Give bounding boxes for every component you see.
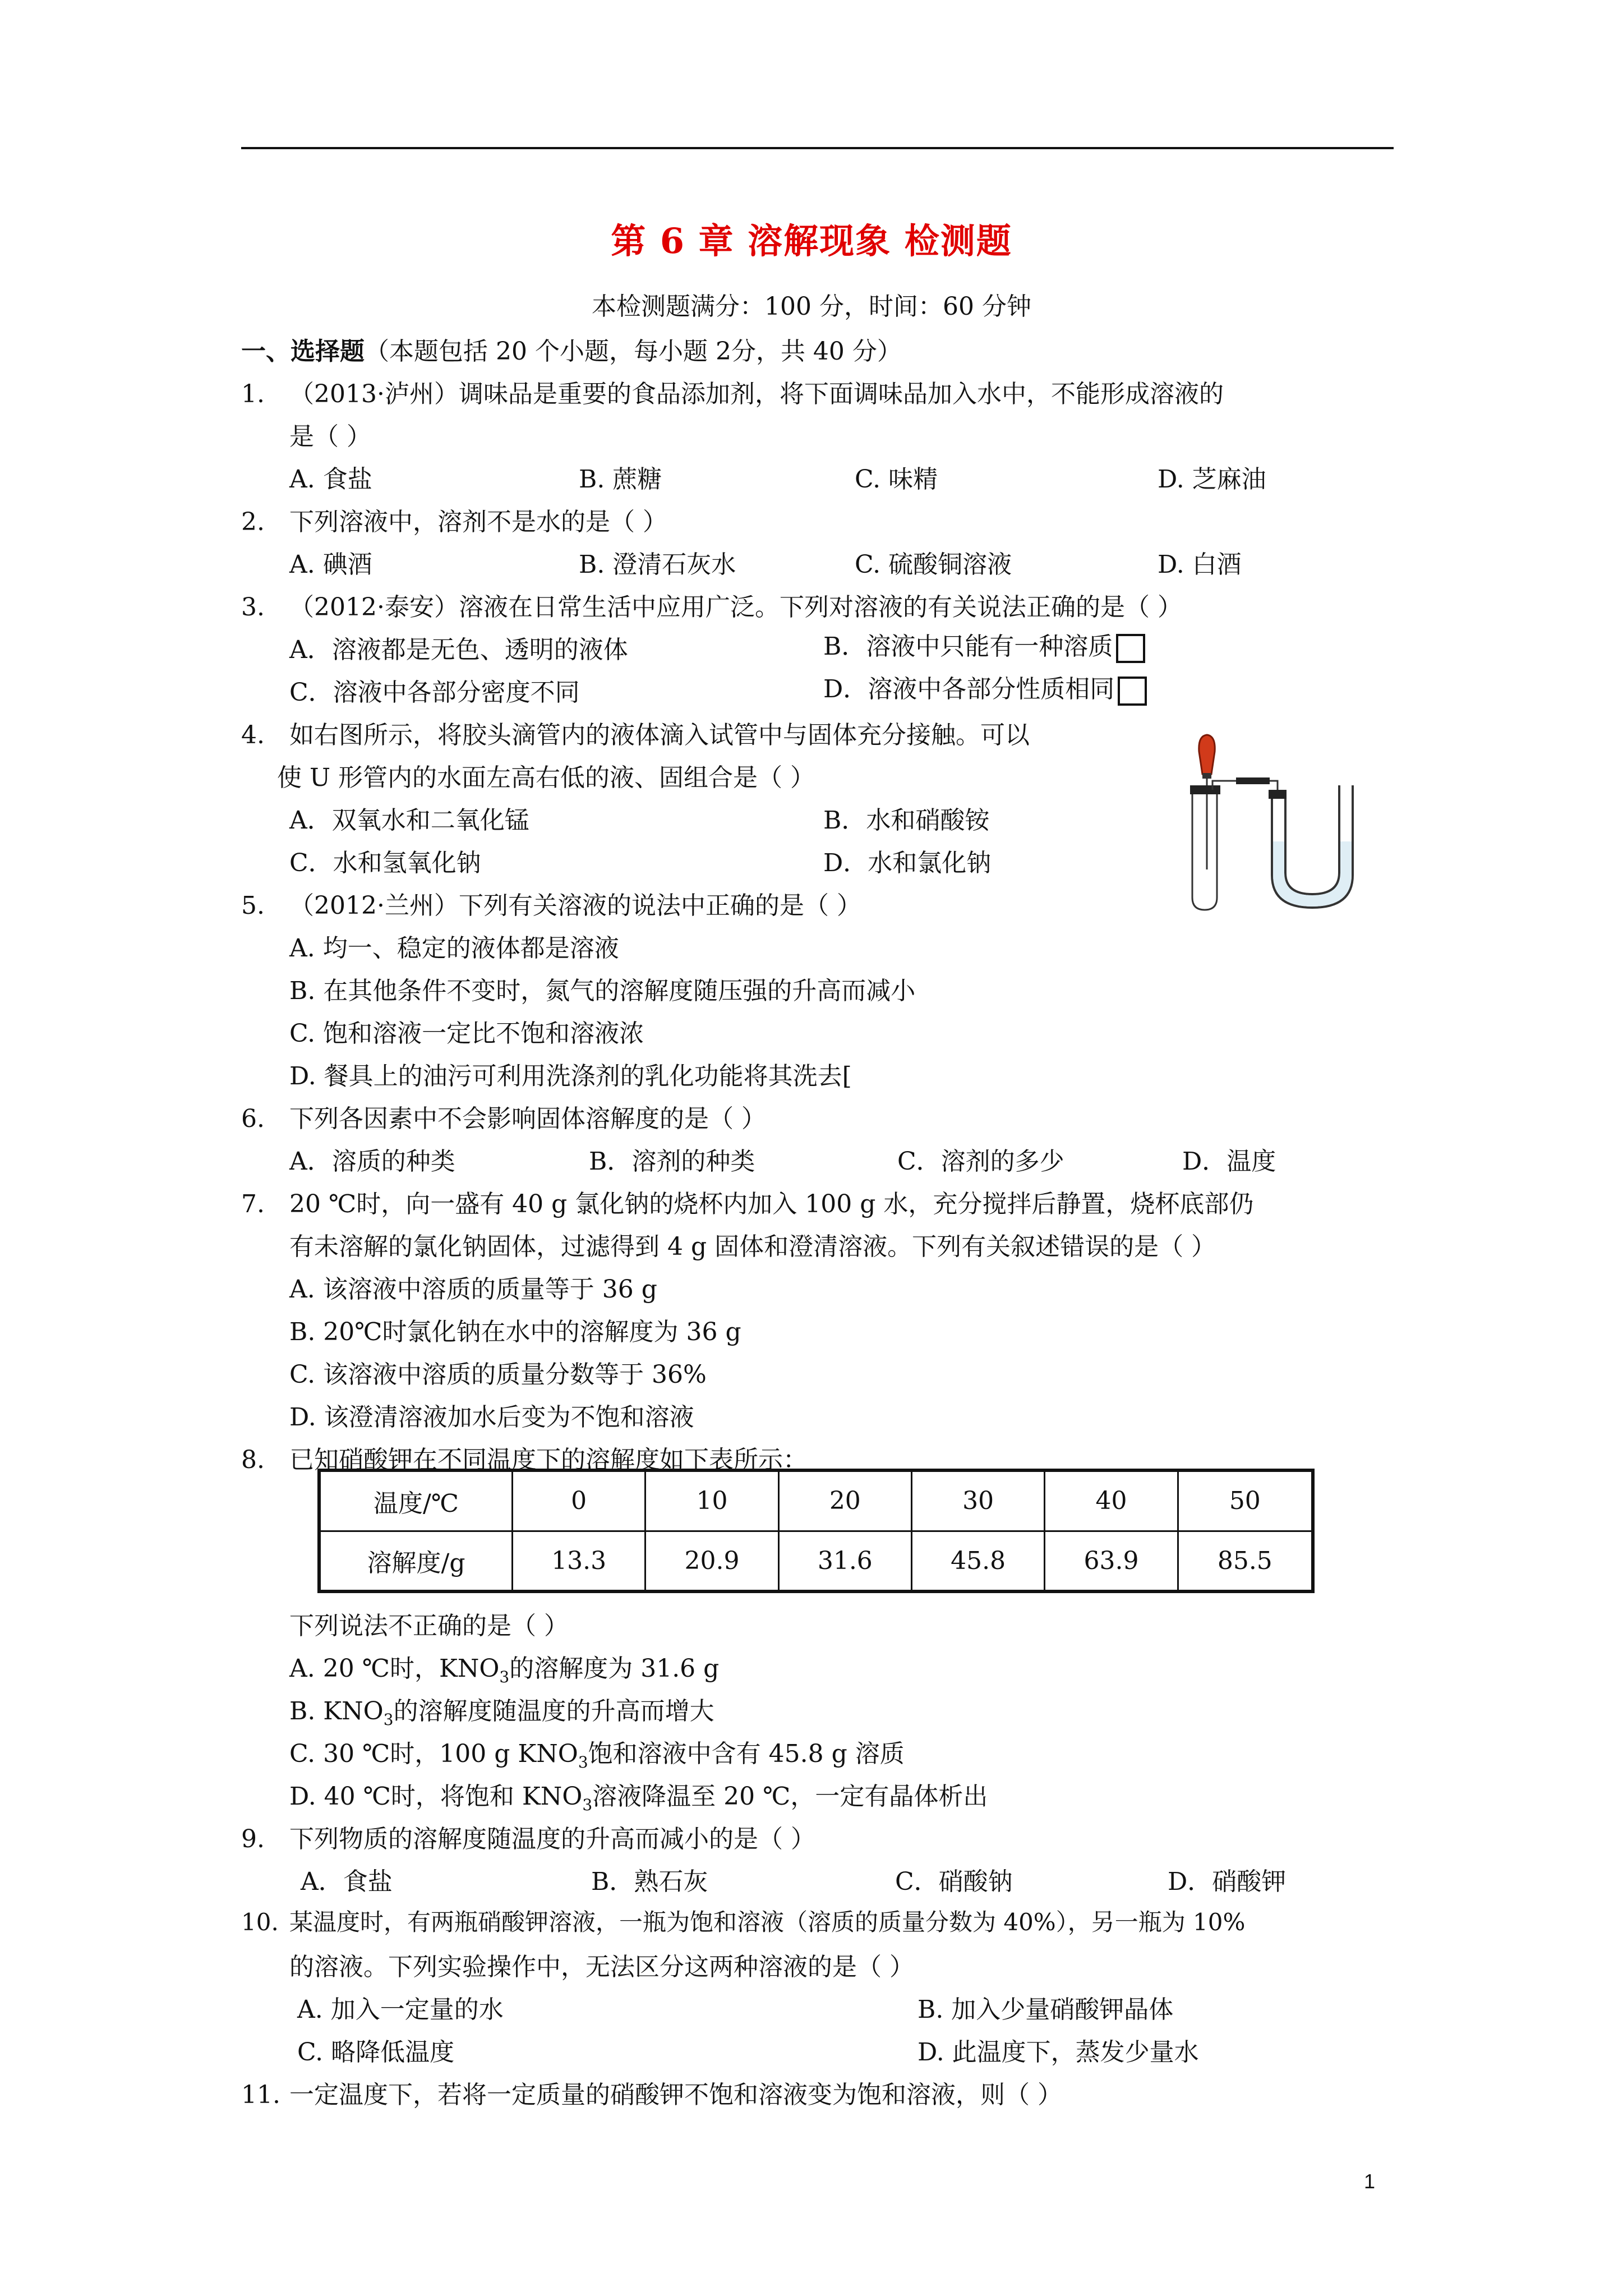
table-cell: 10 [645,1470,778,1531]
header-rule [241,147,1394,149]
table-cell: 85.5 [1178,1531,1313,1591]
q10-option-a: A. 加入一定量的水 [297,1995,504,2024]
question-10 [241,1904,1245,1938]
question-text: （2012·兰州）下列有关溶液的说法中正确的是（ ） [289,891,861,920]
test-tube [1192,791,1217,910]
q4-option-d: D．水和氯化钠 [823,849,992,877]
q2-option-d: D. 白酒 [1158,550,1242,579]
table-cell: 30 [911,1470,1044,1531]
question-8-continuation: 下列说法不正确的是（ ） [289,1612,569,1640]
u-tube-apparatus-figure [1182,729,1373,914]
rubber-tube [1236,777,1270,784]
question-text: 如右图所示，将胶头滴管内的液体滴入试管中与固体充分接触。可以 [289,721,1030,749]
q2-option-a: A. 碘酒 [289,550,372,579]
question-10-continuation: 的溶液。下列实验操作中，无法区分这两种溶液的是（ ） [289,1953,914,1981]
page-subtitle: 本检测题满分：100 分，时间：60 分钟 [592,292,1031,321]
checkbox-square-icon [1116,634,1145,663]
q8-option-d [289,1776,988,1814]
q9-option-c: C．硝酸钠 [895,1867,1013,1896]
question-text: （2012·泰安）溶液在日常生活中应用广泛。下列对溶液的有关说法正确的是（ ） [289,593,1182,622]
section-heading [241,331,902,367]
q8-option-b [289,1691,714,1729]
question-text: 下列溶液中，溶剂不是水的是（ ） [289,508,667,536]
table-header-cell: 温度/℃ [319,1470,513,1531]
q2-option-c: C. 硫酸铜溶液 [855,550,1012,579]
question-text: 一定温度下，若将一定质量的硝酸钾不饱和溶液变为饱和溶液，则（ ） [289,2081,1062,2109]
test-tube-stopper [1190,785,1220,794]
table-cell: 0 [513,1470,645,1531]
q7-option-b: B. 20℃时氯化钠在水中的溶解度为 36 g [289,1318,741,1346]
option-text: C. 30 ℃时，100 g KNO [289,1740,578,1768]
q10-option-b: B. 加入少量硝酸钾晶体 [917,1995,1174,2024]
checkbox-square-icon [1118,677,1147,706]
q9-option-b: B．熟石灰 [591,1867,708,1896]
question-number: 8. [241,1446,265,1474]
option-text: B. KNO [289,1697,384,1726]
question-text: 已知硝酸钾在不同温度下的溶解度如下表所示： [289,1446,808,1474]
q2-option-b: B. 澄清石灰水 [579,550,736,579]
u-tube-inner [1285,785,1339,894]
question-1-continuation: 是（ ） [289,422,371,451]
q6-option-b: B．溶剂的种类 [589,1147,755,1176]
q4-option-b: B．水和硝酸铵 [823,806,990,835]
page-title: 第 6 章 溶解现象 检测题 [611,220,1012,261]
table-cell: 20 [778,1470,911,1531]
table-cell: 20.9 [645,1531,778,1591]
table-cell: 45.8 [911,1531,1044,1591]
q7-option-a: A. 该溶液中溶质的质量等于 36 g [289,1275,657,1304]
q10-option-d: D. 此温度下，蒸发少量水 [917,2038,1199,2067]
question-number: 4. [241,721,265,749]
q5-option-d: D. 餐具上的油污可利用洗涤剂的乳化功能将其洗去[ [289,1062,852,1091]
subscript: 3 [578,1752,588,1772]
q1-option-d: D. 芝麻油 [1158,465,1266,494]
q4-option-c: C．水和氢氧化钠 [289,849,481,877]
table-row [319,1470,1313,1531]
question-number: 2. [241,508,265,536]
q3-option-c: C．溶液中各部分密度不同 [289,678,580,707]
option-text: 的溶解度随温度的升高而增大 [393,1697,714,1726]
question-2 [241,501,667,537]
table-cell: 40 [1045,1470,1178,1531]
question-text: 20 ℃时，向一盛有 40 g 氯化钠的烧杯内加入 100 g 水，充分搅拌后静置，烧杯底部仍 [289,1190,1254,1218]
solubility-table [317,1469,1315,1593]
question-number: 6. [241,1105,265,1133]
q1-option-b: B. 蔗糖 [579,465,662,494]
option-text: 饱和溶液中含有 45.8 g 溶质 [588,1740,905,1768]
q8-option-c [289,1733,905,1772]
q5-option-c: C. 饱和溶液一定比不饱和溶液浓 [289,1019,644,1048]
q1-option-c: C. 味精 [855,465,938,494]
section-heading-note: （本题包括 20 个小题，每小题 2分，共 40 分） [365,337,902,366]
table-row [319,1531,1313,1591]
question-1 [241,374,1224,409]
subscript: 3 [383,1710,394,1729]
section-heading-bold: 一、选择题 [241,337,365,366]
question-7 [241,1184,1253,1220]
q3-option-a: A．溶液都是无色、透明的液体 [289,636,628,664]
q4-option-a: A．双氧水和二氧化锰 [289,806,529,835]
q3-option-d [823,669,1147,706]
question-11 [241,2074,1062,2110]
option-text: D. 40 ℃时，将饱和 KNO [289,1782,583,1811]
q10-option-c: C. 略降低温度 [297,2038,455,2067]
option-text: A. 20 ℃时，KNO [289,1654,500,1683]
subscript: 3 [582,1795,593,1814]
question-4-continuation: 使 U 形管内的水面左高右低的液、固组合是（ ） [277,763,815,792]
question-text: 下列各因素中不会影响固体溶解度的是（ ） [289,1105,766,1133]
option-text: D．溶液中各部分性质相同 [823,675,1115,703]
q5-option-a: A. 均一、稳定的液体都是溶液 [289,934,619,963]
q9-option-a: A．食盐 [301,1867,393,1896]
q7-option-c: C. 该溶液中溶质的质量分数等于 36% [289,1360,707,1389]
page-number: 1 [1364,2170,1376,2193]
question-3 [241,587,1182,623]
q6-option-d: D．温度 [1182,1147,1276,1176]
question-number: 7. [241,1190,265,1218]
option-text: B．溶液中只能有一种溶质 [823,632,1113,661]
option-text: 的溶解度为 31.6 g [509,1654,720,1683]
q6-option-a: A．溶质的种类 [289,1147,455,1176]
question-7-continuation: 有未溶解的氯化钠固体，过滤得到 4 g 固体和澄清溶液。下列有关叙述错误的是（ ） [289,1232,1216,1261]
q9-option-d: D．硝酸钾 [1168,1867,1287,1896]
table-cell: 13.3 [513,1531,645,1591]
table-cell: 63.9 [1045,1531,1178,1591]
table-cell: 31.6 [778,1531,911,1591]
table-cell: 50 [1178,1470,1313,1531]
question-9 [241,1819,815,1855]
question-5 [241,885,861,921]
q6-option-c: C．溶剂的多少 [897,1147,1064,1176]
question-number: 1. [241,380,265,408]
question-4 [241,715,1030,751]
q8-option-a [289,1648,719,1686]
dropper-collar [1202,773,1211,779]
question-number: 11. [241,2081,280,2109]
q3-option-b [823,626,1145,663]
question-text: （2013·泸州）调味品是重要的食品添加剂，将下面调味品加入水中，不能形成溶液的 [289,380,1224,408]
table-header-cell: 溶解度/g [319,1531,513,1591]
q5-option-b: B. 在其他条件不变时，氮气的溶解度随压强的升高而减小 [289,977,916,1005]
question-text: 某温度时，有两瓶硝酸钾溶液，一瓶为饱和溶液（溶质的质量分数为 40%），另一瓶为 10% [289,1908,1246,1936]
q7-option-d: D. 该澄清溶液加水后变为不饱和溶液 [289,1403,694,1432]
question-text: 下列物质的溶解度随温度的升高而减小的是（ ） [289,1825,815,1853]
question-number: 3. [241,593,265,622]
question-number: 9. [241,1825,265,1853]
question-number: 10. [241,1908,279,1936]
question-number: 5. [241,891,265,920]
subscript: 3 [499,1667,510,1686]
q1-option-a: A. 食盐 [289,465,372,494]
dropper-bulb-icon [1199,735,1215,774]
u-tube-stopper [1269,790,1287,799]
question-6 [241,1098,766,1134]
option-text: 溶液降温至 20 ℃，一定有晶体析出 [592,1782,988,1811]
